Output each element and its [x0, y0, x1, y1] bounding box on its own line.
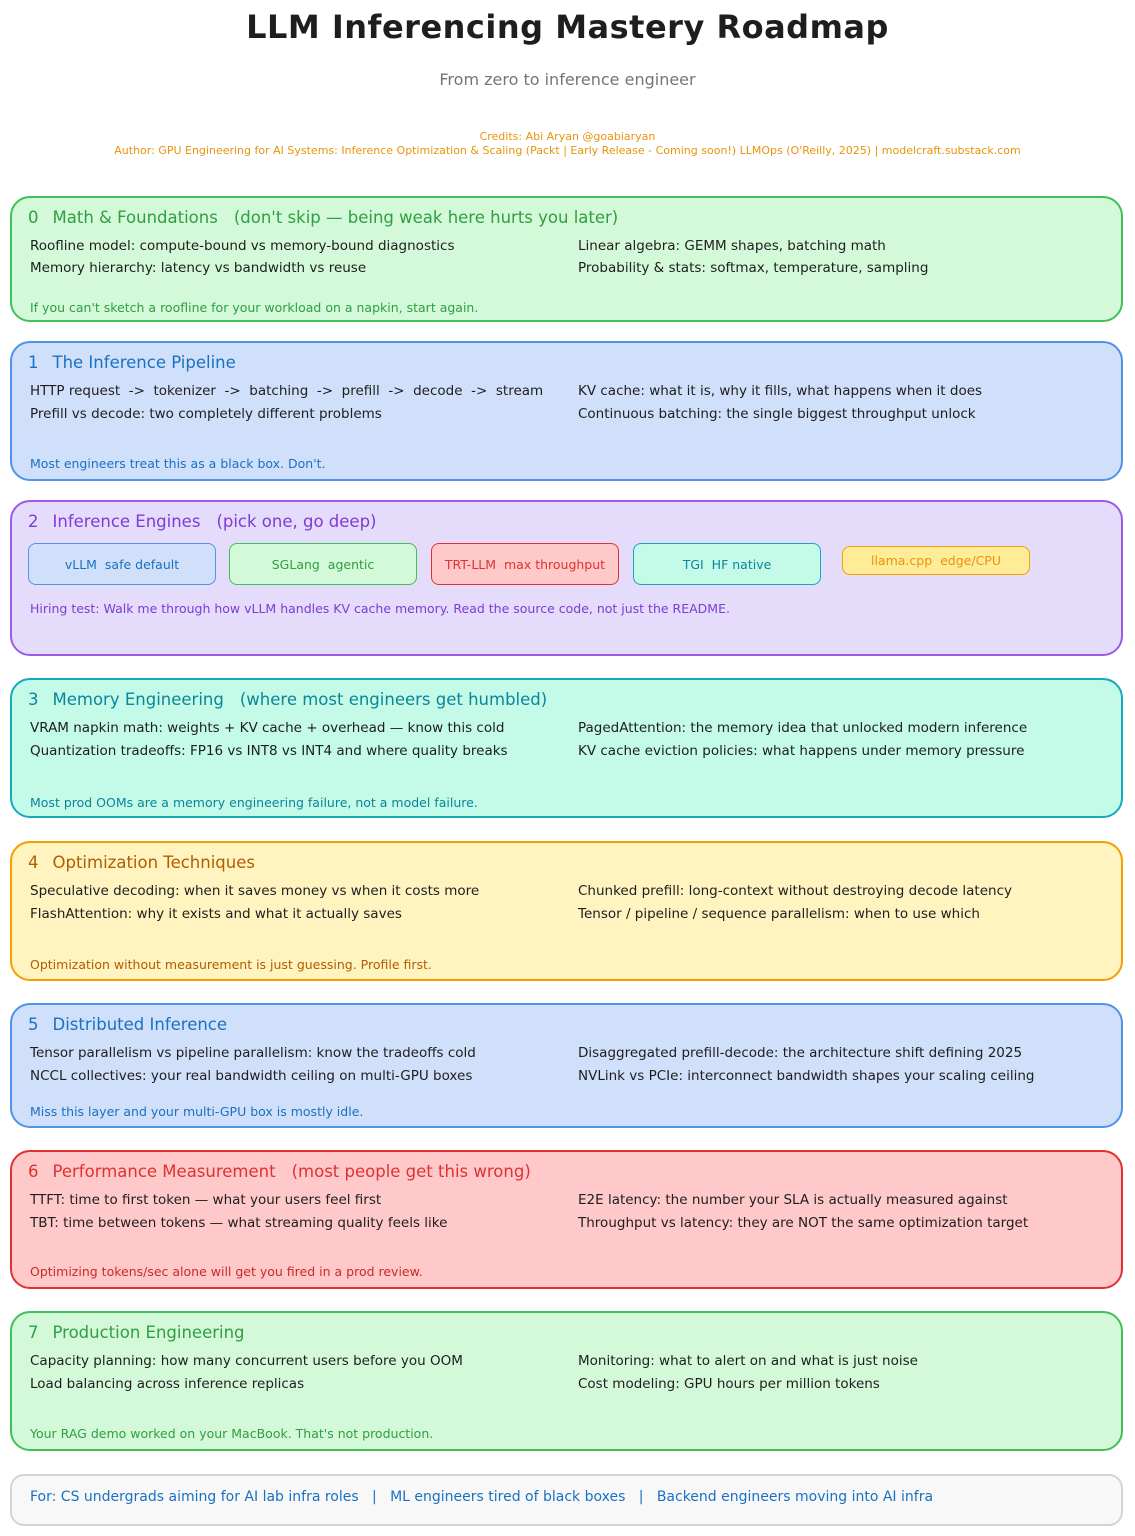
section-heading [28, 512, 377, 531]
engine-name: TRT-LLM [444, 556, 497, 572]
topic-item: FlashAttention: why it exists and what it actually saves [30, 906, 402, 922]
section-distributed-inference [10, 1003, 1123, 1128]
engine-name: llama.cpp [870, 553, 933, 568]
topic-item: TTFT: time to first token — what your users feel first [30, 1192, 382, 1208]
section-number: 2 [28, 512, 39, 531]
audience-text: For: CS undergrads aiming for AI lab infra roles | ML engineers tired of black boxes | Backend engineers moving into AI infra [30, 1489, 934, 1505]
section-inference-pipeline [10, 341, 1123, 481]
engine-llama-cpp [842, 546, 1030, 575]
section-number: 7 [28, 1323, 39, 1342]
topic-item: Linear algebra: GEMM shapes, batching math [578, 238, 886, 254]
section-title: Production Engineering [52, 1323, 245, 1342]
topic-item: E2E latency: the number your SLA is actually measured against [578, 1192, 1008, 1208]
section-footer: If you can't sketch a roofline for your workload on a napkin, start again. [30, 300, 479, 315]
topic-item: TBT: time between tokens — what streaming quality feels like [30, 1215, 448, 1231]
section-footer: Your RAG demo worked on your MacBook. That's not production. [30, 1426, 434, 1441]
topic-item: Prefill vs decode: two completely different problems [30, 406, 382, 422]
section-production-engineering [10, 1311, 1123, 1451]
engine-tag: safe default [104, 556, 180, 572]
section-footer: Miss this layer and your multi-GPU box is mostly idle. [30, 1104, 364, 1119]
topic-item: Monitoring: what to alert on and what is just noise [578, 1353, 918, 1369]
engine-tgi [633, 543, 821, 585]
topic-item: Probability & stats: softmax, temperature, sampling [578, 260, 929, 276]
author-line: Author: GPU Engineering for AI Systems: Inference Optimization & Scaling (Packt | Early Release - Coming soon!) LLMOps (O'Reilly, 2025) | modelcraft.substack.com [114, 144, 1021, 157]
topic-item: NVLink vs PCIe: interconnect bandwidth shapes your scaling ceiling [578, 1068, 1035, 1084]
topic-item: HTTP request -> tokenizer -> batching -> prefill -> decode -> stream [30, 383, 544, 399]
topic-item: Cost modeling: GPU hours per million tokens [578, 1376, 880, 1392]
credits [0, 130, 1135, 158]
section-number: 5 [28, 1015, 39, 1034]
section-title: Memory Engineering [52, 690, 224, 709]
topic-item: PagedAttention: the memory idea that unlocked modern inference [578, 720, 1028, 736]
page-subtitle: From zero to inference engineer [439, 70, 696, 89]
topic-item: Tensor parallelism vs pipeline parallelism: know the tradeoffs cold [30, 1045, 476, 1061]
section-heading [28, 208, 618, 227]
topic-item: Quantization tradeoffs: FP16 vs INT8 vs INT4 and where quality breaks [30, 743, 508, 759]
section-note: (most people get this wrong) [291, 1162, 531, 1181]
section-number: 1 [28, 353, 39, 372]
topic-item: KV cache eviction policies: what happens under memory pressure [578, 743, 1025, 759]
section-heading [28, 1323, 245, 1342]
section-footer: Most engineers treat this as a black box. Don't. [30, 456, 326, 471]
topic-item: Chunked prefill: long-context without destroying decode latency [578, 883, 1012, 899]
section-memory-engineering [10, 678, 1123, 818]
credits-line: Credits: Abi Aryan @goabiaryan [479, 130, 656, 143]
engine-name: TGI [682, 556, 704, 572]
topic-item: Continuous batching: the single biggest throughput unlock [578, 406, 976, 422]
engine-trt-llm [431, 543, 619, 585]
engine-tag: max throughput [503, 556, 606, 572]
topic-item: Capacity planning: how many concurrent users before you OOM [30, 1353, 463, 1369]
section-note: (pick one, go deep) [216, 512, 377, 531]
section-title: Optimization Techniques [52, 853, 255, 872]
topic-item: Memory hierarchy: latency vs bandwidth vs reuse [30, 260, 367, 276]
topic-item: Speculative decoding: when it saves money vs when it costs more [30, 883, 480, 899]
section-number: 0 [28, 208, 39, 227]
section-footer: Most prod OOMs are a memory engineering failure, not a model failure. [30, 795, 478, 810]
section-heading [28, 353, 236, 372]
section-number: 4 [28, 853, 39, 872]
engine-vllm [28, 543, 216, 585]
section-note: (don't skip — being weak here hurts you later) [233, 208, 619, 227]
section-title: Performance Measurement [52, 1162, 276, 1181]
section-title: Distributed Inference [52, 1015, 228, 1034]
section-title: Math & Foundations [52, 208, 218, 227]
section-title: The Inference Pipeline [52, 353, 236, 372]
section-inference-engines [10, 500, 1123, 656]
section-title: Inference Engines [52, 512, 201, 531]
engine-name: vLLM [64, 556, 97, 572]
section-number: 6 [28, 1162, 39, 1181]
engine-sglang [229, 543, 417, 585]
section-note: (where most engineers get humbled) [239, 690, 548, 709]
section-optimization-techniques [10, 841, 1123, 981]
page-title: LLM Inferencing Mastery Roadmap [246, 8, 889, 46]
engine-name: SGLang [271, 556, 320, 572]
section-performance-measurement [10, 1150, 1123, 1289]
section-heading [28, 690, 547, 709]
section-heading [28, 1162, 531, 1181]
topic-item: Tensor / pipeline / sequence parallelism: when to use which [578, 906, 980, 922]
topic-item: Roofline model: compute-bound vs memory-bound diagnostics [30, 238, 455, 254]
section-heading [28, 1015, 227, 1034]
engine-tag: HF native [711, 556, 772, 572]
topic-item: KV cache: what it is, why it fills, what happens when it does [578, 383, 983, 399]
audience-bar [10, 1474, 1123, 1526]
section-footer: Optimization without measurement is just guessing. Profile first. [30, 957, 432, 972]
engine-tag: edge/CPU [940, 553, 1001, 568]
topic-item: NCCL collectives: your real bandwidth ceiling on multi-GPU boxes [30, 1068, 473, 1084]
topic-item: Disaggregated prefill-decode: the architecture shift defining 2025 [578, 1045, 1023, 1061]
engine-tag: agentic [327, 556, 375, 572]
topic-item: Load balancing across inference replicas [30, 1376, 305, 1392]
section-number: 3 [28, 690, 39, 709]
section-heading [28, 853, 255, 872]
section-math-foundations [10, 196, 1123, 322]
section-footer: Hiring test: Walk me through how vLLM handles KV cache memory. Read the source code, not just the README. [30, 601, 730, 616]
topic-item: VRAM napkin math: weights + KV cache + overhead — know this cold [30, 720, 505, 736]
section-footer: Optimizing tokens/sec alone will get you fired in a prod review. [30, 1264, 423, 1279]
topic-item: Throughput vs latency: they are NOT the same optimization target [578, 1215, 1029, 1231]
